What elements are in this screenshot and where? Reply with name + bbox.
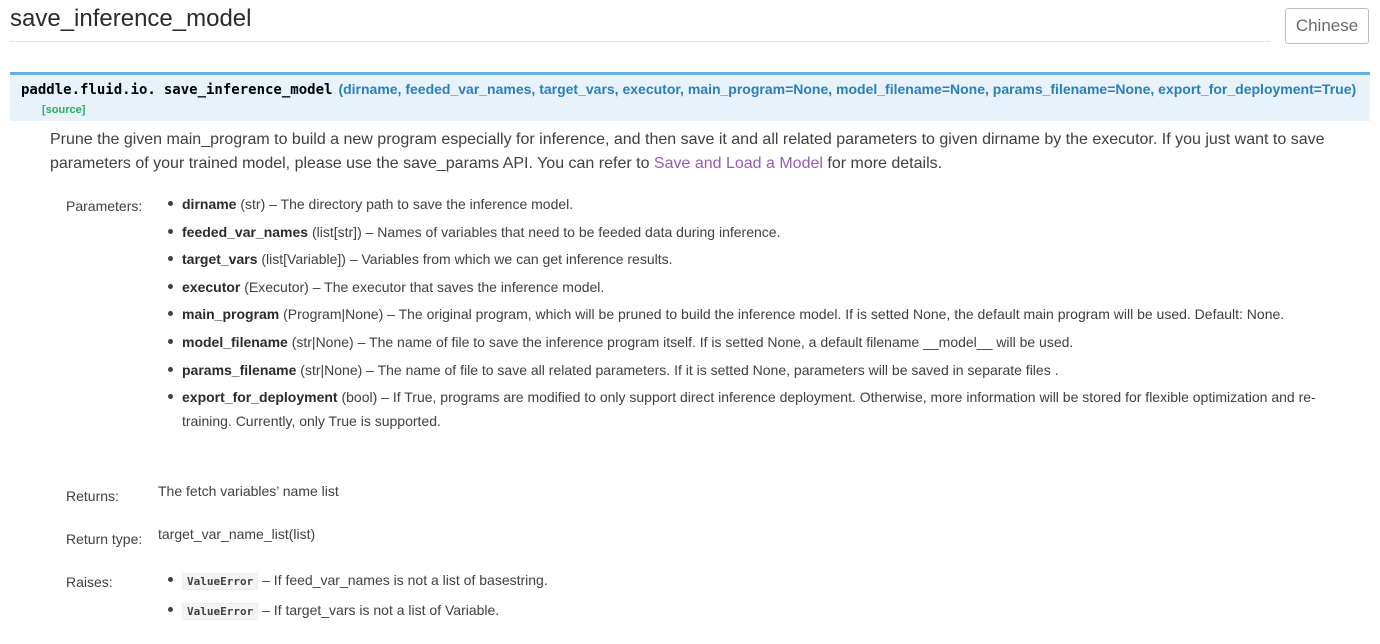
raises-item (166, 598, 966, 624)
parameter-type: (str|None) (296, 361, 363, 378)
parameter-description: – The original program, which will be pruned to build the inference model. If is setted None, the default main program will be used. Default: None. (383, 306, 1285, 323)
parameter-description: – The name of file to save all related parameters. If it is setted None, parameters will be saved in separate files . (362, 361, 1059, 378)
exception-name: ValueError (182, 603, 258, 620)
api-signature (10, 72, 1370, 121)
parameter-description: – The directory path to save the inference model. (265, 196, 574, 212)
parameter-type: (Program|None) (279, 306, 384, 323)
source-link[interactable]: [source] (42, 104, 86, 116)
description-text: Prune the given main_program to build a new program especially for inference, and then save it and all related parameters to given dirname by the executor. If you just want to save parameters of your trained model, please use the save_params API. You can refer to (50, 131, 1325, 172)
raises-list (166, 568, 966, 628)
returns-label: Returns: (66, 488, 119, 504)
parameter-description: – The name of file to save the inference program itself. If is setted None, a default filename __model__ will be used. (353, 333, 1074, 350)
parameter-description: – Variables from which we can get inference results. (345, 251, 673, 268)
parameter-type: (str|None) (287, 333, 354, 350)
parameters-list (166, 192, 1316, 437)
returns-text: The fetch variables’ name list (158, 483, 339, 499)
parameter-item (166, 330, 1316, 354)
parameter-type: (list[Variable]) (257, 251, 346, 268)
parameter-item (166, 247, 1316, 271)
parameter-description: – If True, programs are modified to only support direct inference deployment. Otherwise, more information will be stored for flexible optimization and re-training. Currently, only True is supported. (182, 389, 1316, 430)
signature-params: (dirname, feeded_var_names, target_vars, executor, main_program=None, model_filename=None, params_filename=None, export_for_deployment=True) (338, 81, 1357, 97)
parameter-name: feeded_var_names (182, 223, 309, 240)
parameter-name: model_filename (182, 333, 288, 350)
exception-description: – If feed_var_names is not a list of basestring. (258, 572, 548, 588)
signature-module: paddle.fluid.io. (21, 82, 156, 98)
description-tail: for more details. (822, 155, 943, 172)
parameters-label: Parameters: (66, 198, 143, 214)
parameter-item (166, 275, 1316, 299)
exception-name: ValueError (182, 573, 258, 590)
parameter-item (166, 358, 1316, 382)
parameter-name: target_vars (182, 251, 258, 268)
parameter-item (166, 220, 1316, 244)
api-description (50, 128, 1360, 176)
exception-description: – If target_vars is not a list of Variable. (258, 602, 500, 618)
return-type-text: target_var_name_list(list) (158, 526, 316, 542)
parameter-item (166, 302, 1316, 326)
parameter-item (166, 385, 1316, 433)
title-divider (10, 41, 1270, 42)
parameter-name: params_filename (182, 361, 297, 378)
parameter-name: dirname (182, 196, 237, 212)
parameter-description: – The executor that saves the inference model. (308, 278, 605, 295)
raises-label: Raises: (66, 574, 113, 590)
raises-item (166, 568, 966, 594)
parameter-type: (bool) (337, 389, 378, 406)
parameter-name: main_program (182, 306, 280, 323)
signature-function-name: save_inference_model (163, 82, 333, 98)
parameter-type: (Executor) (240, 278, 309, 295)
parameter-name: executor (182, 278, 241, 295)
parameter-description: – Names of variables that need to be feeded data during inference. (361, 223, 781, 240)
save-load-model-link[interactable]: Save and Load a Model (653, 155, 823, 172)
parameter-item (166, 192, 1316, 216)
parameter-type: (list[str]) (308, 223, 362, 240)
page-title: save_inference_model (10, 5, 252, 32)
return-type-label: Return type: (66, 531, 143, 547)
parameter-name: export_for_deployment (182, 389, 338, 406)
language-toggle-button[interactable]: Chinese (1285, 8, 1369, 44)
parameter-type: (str) (236, 196, 266, 212)
